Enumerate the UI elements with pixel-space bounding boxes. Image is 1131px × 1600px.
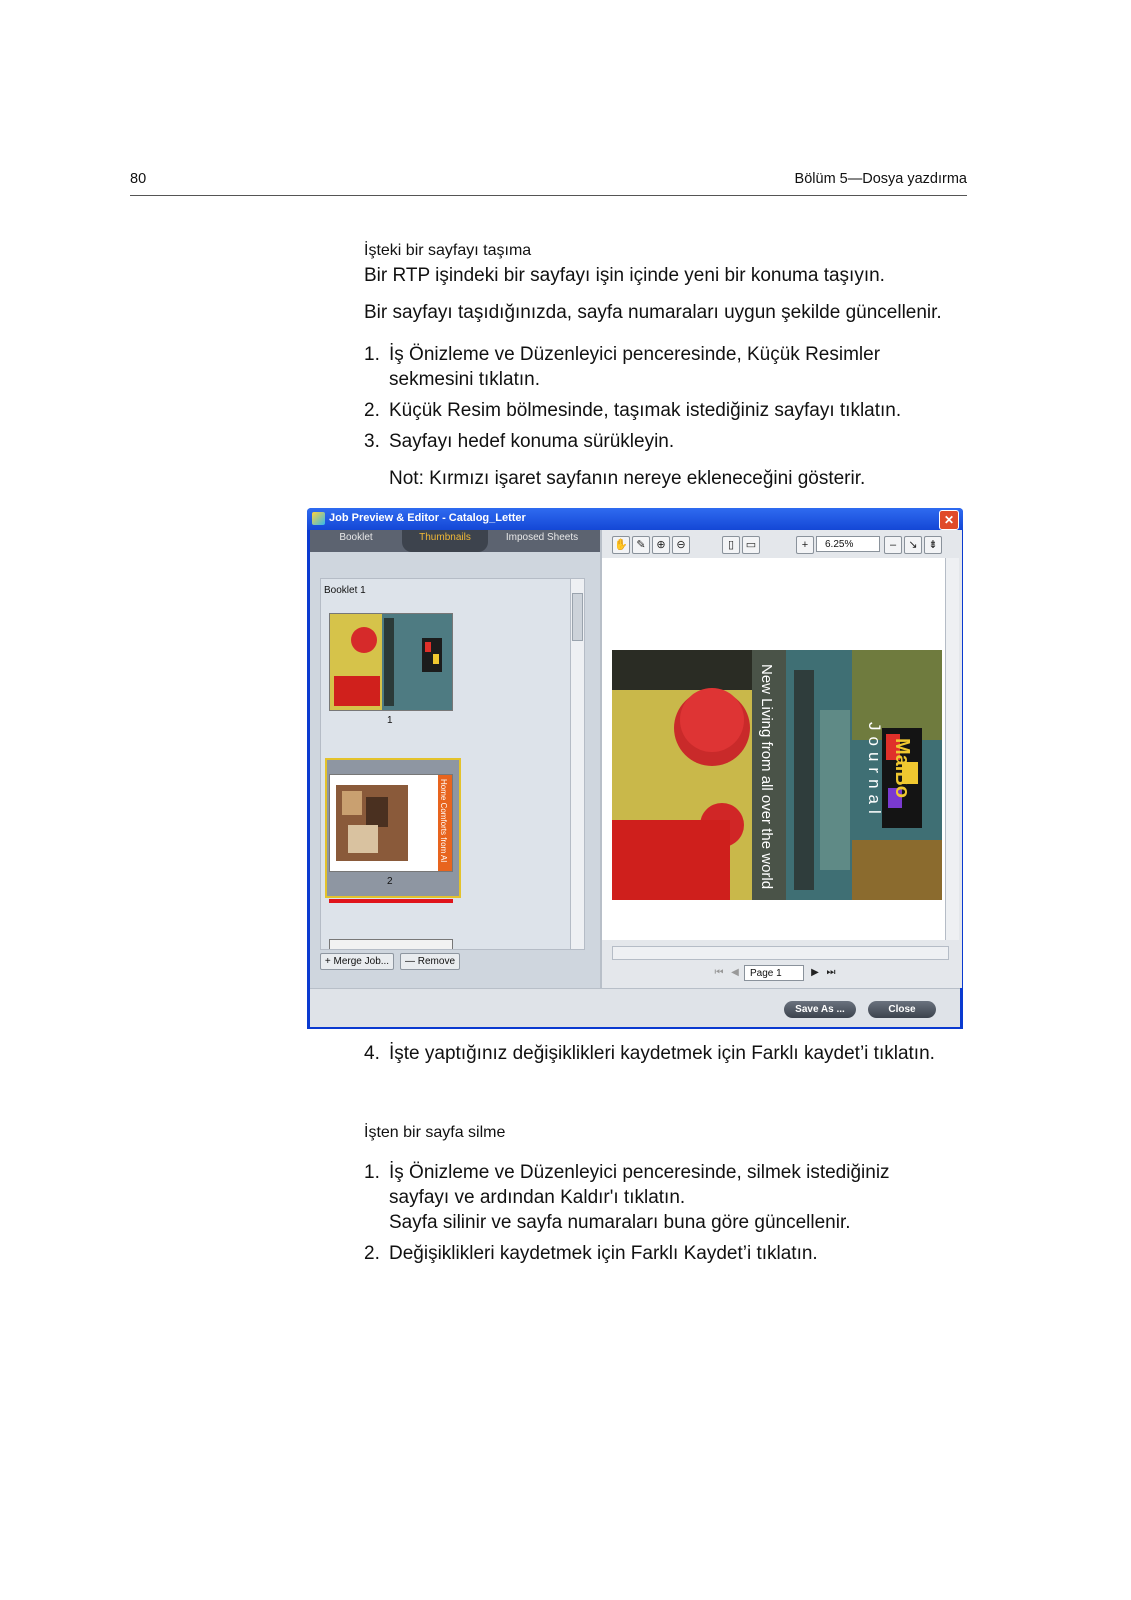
tab-thumbnails[interactable]: Thumbnails <box>402 530 488 552</box>
selected-page-frame[interactable] <box>325 758 461 898</box>
preview-spread <box>612 650 942 900</box>
section-title-move-page: İşteki bir sayfayı taşıma <box>364 242 532 259</box>
preview-horizontal-scrollbar[interactable] <box>612 946 949 960</box>
intro-paragraph-1: Bir RTP işindeki bir sayfayı işin içinde yeni bir konuma taşıyın. <box>364 265 885 286</box>
page-thumbnail-image <box>330 775 452 871</box>
zoom-out-icon[interactable]: ⊖ <box>672 536 690 554</box>
step-text: İş Önizleme ve Düzenleyici penceresinde, Küçük Resimler sekmesini tıklatın. <box>389 344 881 390</box>
header-rule <box>130 195 967 196</box>
next-page-icon[interactable]: ▶ <box>811 967 819 978</box>
save-as-button[interactable]: Save As ... <box>784 1001 856 1018</box>
step-number: 1. <box>364 1162 380 1183</box>
cover-journal: Journal <box>865 722 884 820</box>
cover-title: New Living from all over the world <box>758 664 775 890</box>
step-text: Değişiklikleri kaydetmek için Farklı Kaydet’i tıklatın. <box>389 1243 818 1264</box>
page-number-label-2: 2 <box>387 876 393 887</box>
app-icon <box>312 512 325 525</box>
page-field[interactable]: Page 1 <box>744 965 804 981</box>
step-text: İşte yaptığınız değişiklikleri kaydetmek için Farklı kaydet’i tıklatın. <box>389 1043 935 1064</box>
remove-button[interactable]: — Remove <box>400 953 460 970</box>
close-button[interactable]: Close <box>868 1001 936 1018</box>
tab-booklet[interactable]: Booklet <box>339 532 373 543</box>
step-text: Küçük Resim bölmesinde, taşımak istediğiniz sayfayı tıklatın. <box>389 400 902 421</box>
page-thumbnail-2[interactable] <box>329 774 453 872</box>
step-subtext: Sayfa silinir ve sayfa numaraları buna göre güncellenir. <box>389 1212 851 1233</box>
tab-bar <box>310 530 600 552</box>
step-text: İş Önizleme ve Düzenleyici penceresinde, silmek istediğiniz sayfayı ve ardından Kaldır'ı tıklatın. <box>389 1162 890 1208</box>
zoom-in-icon[interactable]: ⊕ <box>652 536 670 554</box>
thumbnail-scrollbar[interactable] <box>570 578 585 950</box>
step-number: 2. <box>364 400 380 421</box>
hand-icon[interactable]: ✋ <box>612 536 630 554</box>
last-page-icon[interactable]: ⏭ <box>826 967 836 978</box>
page-thumbnail-image <box>330 614 452 710</box>
preview-pane <box>600 530 962 988</box>
page-nav-icon[interactable]: ⇟ <box>924 536 942 554</box>
pen-icon[interactable]: ✎ <box>632 536 650 554</box>
zoom-field[interactable]: 6.25% <box>816 536 880 552</box>
step-number: 3. <box>364 431 380 452</box>
zoom-decrease-button[interactable]: – <box>884 536 902 554</box>
zoom-increase-button[interactable]: + <box>796 536 814 554</box>
step-number: 2. <box>364 1243 380 1264</box>
step-text: Sayfayı hedef konuma sürükleyin. <box>389 431 675 452</box>
intro-paragraph-2: Bir sayfayı taşıdığınızda, sayfa numaraları uygun şekilde güncellenir. <box>364 302 942 323</box>
page-preview-canvas <box>602 558 945 940</box>
thumbnail-2-caption: Home Comforts from Al <box>439 779 448 863</box>
scrollbar-thumb[interactable] <box>572 593 583 641</box>
merge-job-button[interactable]: + Merge Job... <box>320 953 394 970</box>
single-page-icon[interactable]: ▯ <box>722 536 740 554</box>
page-thumbnail-1[interactable] <box>329 613 453 711</box>
preview-vertical-scrollbar[interactable] <box>945 558 959 940</box>
step-number: 1. <box>364 344 380 365</box>
chapter-title: Bölüm 5—Dosya yazdırma <box>794 171 967 187</box>
rotate-icon[interactable]: ↘ <box>904 536 922 554</box>
prev-page-icon[interactable]: ◀ <box>731 967 739 978</box>
section-title-delete-page: İşten bir sayfa silme <box>364 1124 506 1141</box>
step-number: 4. <box>364 1043 380 1064</box>
close-icon[interactable]: ✕ <box>939 510 959 530</box>
job-preview-editor-window <box>307 508 963 1029</box>
note-text: Not: Kırmızı işaret sayfanın nereye ekleneceğini gösterir. <box>389 468 866 489</box>
tab-imposed-sheets[interactable]: Imposed Sheets <box>505 532 579 543</box>
insert-position-marker <box>329 899 453 903</box>
page-thumbnail-3[interactable] <box>329 939 453 950</box>
page-number: 80 <box>130 171 147 187</box>
booklet-label: Booklet 1 <box>324 585 366 596</box>
dialog-button-bar <box>310 988 960 1027</box>
fit-page-icon[interactable]: ▭ <box>742 536 760 554</box>
thumbnail-list <box>320 578 572 950</box>
window-title-bar <box>307 508 963 530</box>
cover-brand: MaiBo <box>891 738 913 798</box>
thumbnail-pane <box>310 530 600 988</box>
first-page-icon[interactable]: ⏮ <box>714 967 724 978</box>
window-title: Job Preview & Editor - Catalog_Letter <box>329 512 526 524</box>
window-body <box>310 530 960 1026</box>
page-number-label-1: 1 <box>387 715 393 726</box>
